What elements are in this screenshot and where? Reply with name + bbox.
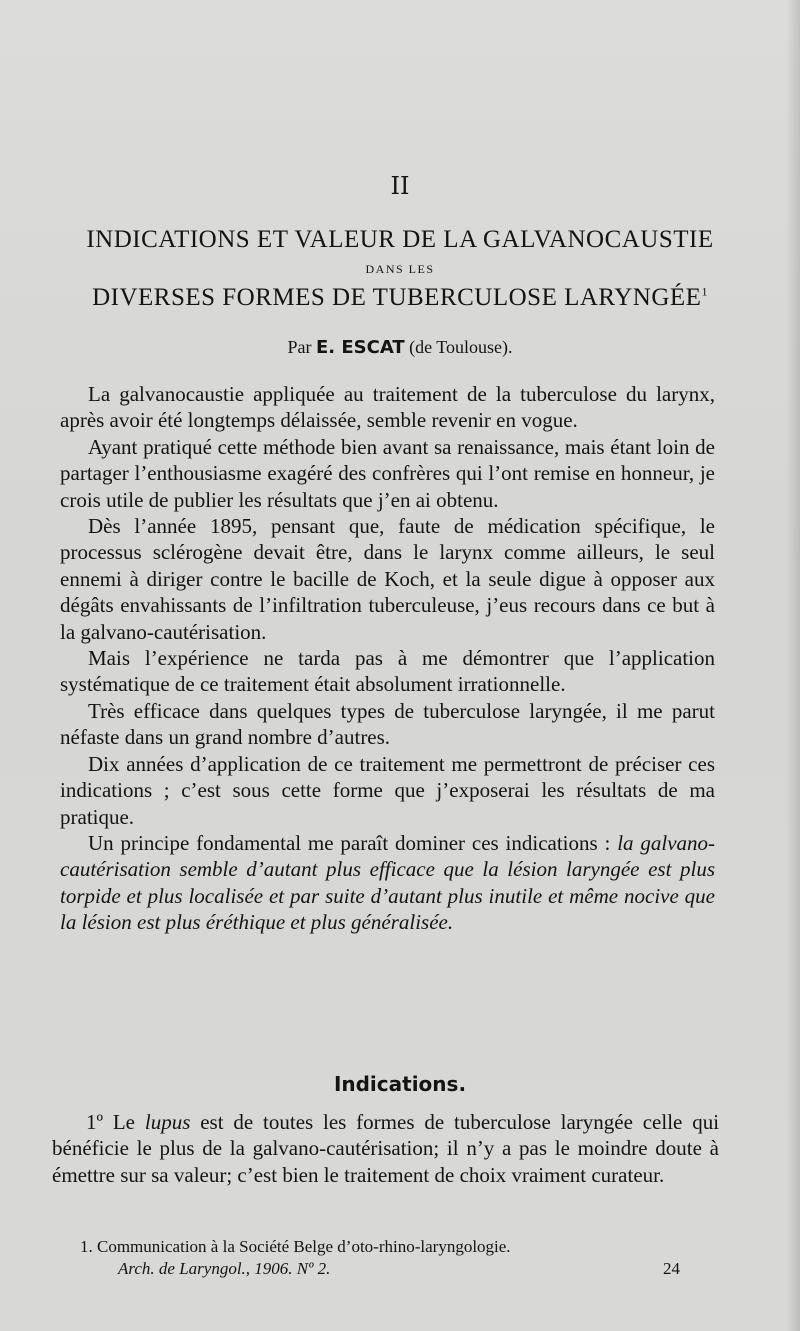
footnote-mark: 1. <box>80 1237 93 1256</box>
title-line-3 <box>40 284 760 312</box>
page-signature: 24 <box>663 1259 680 1278</box>
title-line-2: DANS LES <box>365 262 435 276</box>
title-line-3-text: DIVERSES FORMES DE TUBERCULOSE LARYNGÉE <box>92 284 702 311</box>
paragraph-1: La galvanocaustie appliquée au traitement de la tuberculose du larynx, après avoir été longtemps délaissée, semble revenir en vogue. <box>60 382 715 433</box>
author-affiliation: (de Toulouse). <box>409 337 513 357</box>
footnote-line-1 <box>80 1236 680 1258</box>
title-footnote-mark: 1 <box>701 284 708 299</box>
paragraph-5: Très efficace dans quelques types de tuberculose laryngée, il me parut néfaste dans un grand nombre d’autres. <box>60 698 715 750</box>
body-text-2 <box>52 1109 719 1188</box>
footnote-line-2 <box>80 1258 680 1280</box>
paragraph-7-start: Un principe fondamental me paraît dominer ces indications : <box>88 830 611 855</box>
paragraph-8 <box>52 1109 719 1188</box>
paragraph-7-italic: la galvano-cautérisation semble d’autant plus efficace que la lésion laryngée est plus torpide et plus localisée et par suite d’autant plus inutile et même nocive que la lésion est plus éréthique et plus généralisée. <box>60 830 716 935</box>
paragraph-8-italic: lupus <box>144 1110 191 1134</box>
author-name: E. ESCAT <box>315 337 405 358</box>
paragraph-2: Ayant pratiqué cette méthode bien avant sa renaissance, mais étant loin de partager l’enthousiasme exagéré des confrères qui l’ont remise en honneur, je crois utile de publier les résultats que j’en ai obtenu. <box>60 434 715 512</box>
paragraph-8-number: 1º <box>86 1110 104 1134</box>
body-text <box>60 381 715 936</box>
paragraph-4: Mais l’expérience ne tarda pas à me démontrer que l’application systématique de ce traitement était absolument irrationnelle. <box>60 646 715 697</box>
paragraph-7 <box>60 830 715 936</box>
paragraph-8-start: Le <box>112 1110 136 1134</box>
footnote <box>80 1236 680 1280</box>
chapter-number: II <box>390 172 410 200</box>
byline <box>40 337 760 358</box>
paragraph-8-rest: est de toutes les formes de tuberculose laryngée celle qui bénéficie le plus de la galvano-cautérisation; il n’y a pas le moindre doute à émettre sur sa valeur; c’est bien le traitement de choix vraiment curateur. <box>52 1110 720 1187</box>
section-heading: Indications. <box>333 1072 467 1096</box>
paragraph-6: Dix années d’application de ce traitement me permettront de préciser ces indications ; c’est sous cette forme que j’exposerai les résultats de ma pratique. <box>60 751 715 829</box>
byline-prefix: Par <box>287 337 312 357</box>
paragraph-3: Dès l’année 1895, pensant que, faute de médication spécifique, le processus sclérogène devait être, dans le larynx comme ailleurs, le seul ennemi à diriger contre le bacille de Koch, et la seule digue à opposer aux dégâts envahissants de l’infiltration tuberculeuse, j’eus recours dans ce but à la galvano-cautérisation. <box>60 514 715 644</box>
title-line-1: INDICATIONS ET VALEUR DE LA GALVANOCAUSTIE <box>86 226 714 253</box>
footnote-journal: Arch. de Laryngol., 1906. Nº 2. <box>118 1259 331 1278</box>
footnote-text: Communication à la Société Belge d’oto-rhino-laryngologie. <box>97 1237 511 1256</box>
